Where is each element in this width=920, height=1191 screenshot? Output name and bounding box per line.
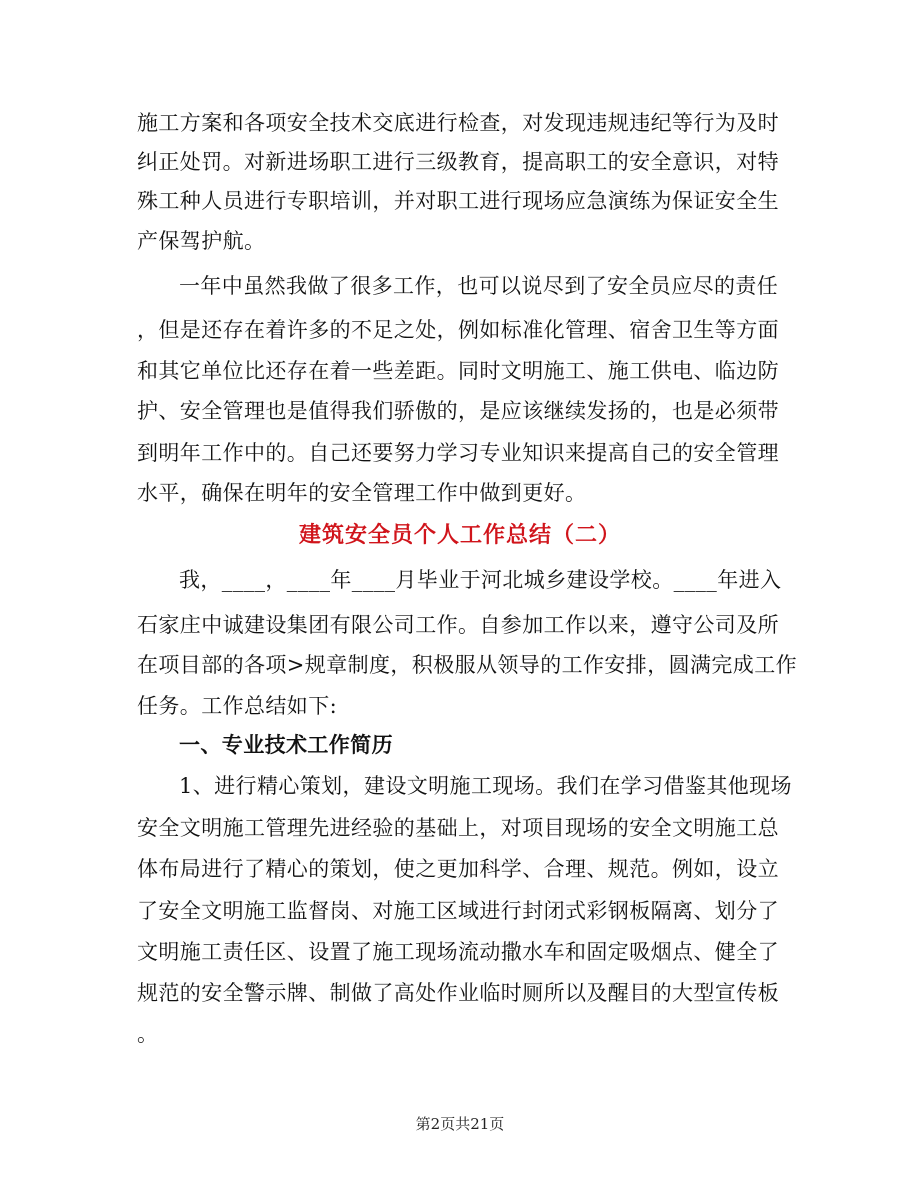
body-text-line: 了安全文明施工监督岗、对施工区域进行封闭式彩钢板隔离、划分了 <box>137 899 779 923</box>
body-text-line: 产保驾护航。 <box>137 229 266 253</box>
body-text-line: 水平，确保在明年的安全管理工作中做到更好。 <box>137 481 587 505</box>
subheading: 一、专业技术工作简历 <box>179 732 393 757</box>
body-text-line: 体布局进行了精心的策划，使之更加科学、合理、规范。例如，设立 <box>137 857 779 881</box>
body-text-line: 在项目部的各项>规章制度，积极服从领导的工作安排，圆满完成工作 <box>137 653 797 677</box>
body-text-line: 纠正处罚。对新进场职工进行三级教育，提高职工的安全意识，对特 <box>137 150 779 174</box>
body-text-line: 任务。工作总结如下: <box>137 694 338 718</box>
body-text-line: 文明施工责任区、设置了施工现场流动撒水车和固定吸烟点、健全了 <box>137 940 779 964</box>
body-text-line: 我，____，____年____月毕业于河北城乡建设学校。____年进入 <box>179 568 782 592</box>
page-number: 第2页共21页 <box>415 1115 505 1133</box>
body-text-line: 施工方案和各项安全技术交底进行检查，对发现违规违纪等行为及时 <box>137 111 779 135</box>
body-text-line: 。 <box>137 1022 159 1046</box>
body-text-line: 石家庄中诚建设集团有限公司工作。自参加工作以来，遵守公司及所 <box>137 613 779 637</box>
body-text-line: 一年中虽然我做了很多工作，也可以说尽到了安全员应尽的责任 <box>179 274 779 298</box>
body-text-line: 规范的安全警示牌、制做了高处作业临时厕所以及醒目的大型宣传板 <box>137 981 779 1005</box>
body-text-line: 和其它单位比还存在着一些差距。同时文明施工、施工供电、临边防 <box>137 359 779 383</box>
body-text-line: ，但是还存在着许多的不足之处，例如标准化管理、宿舍卫生等方面 <box>137 318 779 342</box>
section-title: 建筑安全员个人工作总结（二） <box>298 522 621 548</box>
body-text-line: 护、安全管理也是值得我们骄傲的，是应该继续发扬的，也是必须带 <box>137 399 779 423</box>
body-text-line: 1、进行精心策划，建设文明施工现场。我们在学习借鉴其他现场 <box>179 774 792 798</box>
body-text-line: 殊工种人员进行专职培训，并对职工进行现场应急演练为保证安全生 <box>137 189 779 213</box>
body-text-line: 安全文明施工管理先进经验的基础上，对项目现场的安全文明施工总 <box>137 816 779 840</box>
body-text-line: 到明年工作中的。自己还要努力学习专业知识来提高自己的安全管理 <box>137 441 779 465</box>
